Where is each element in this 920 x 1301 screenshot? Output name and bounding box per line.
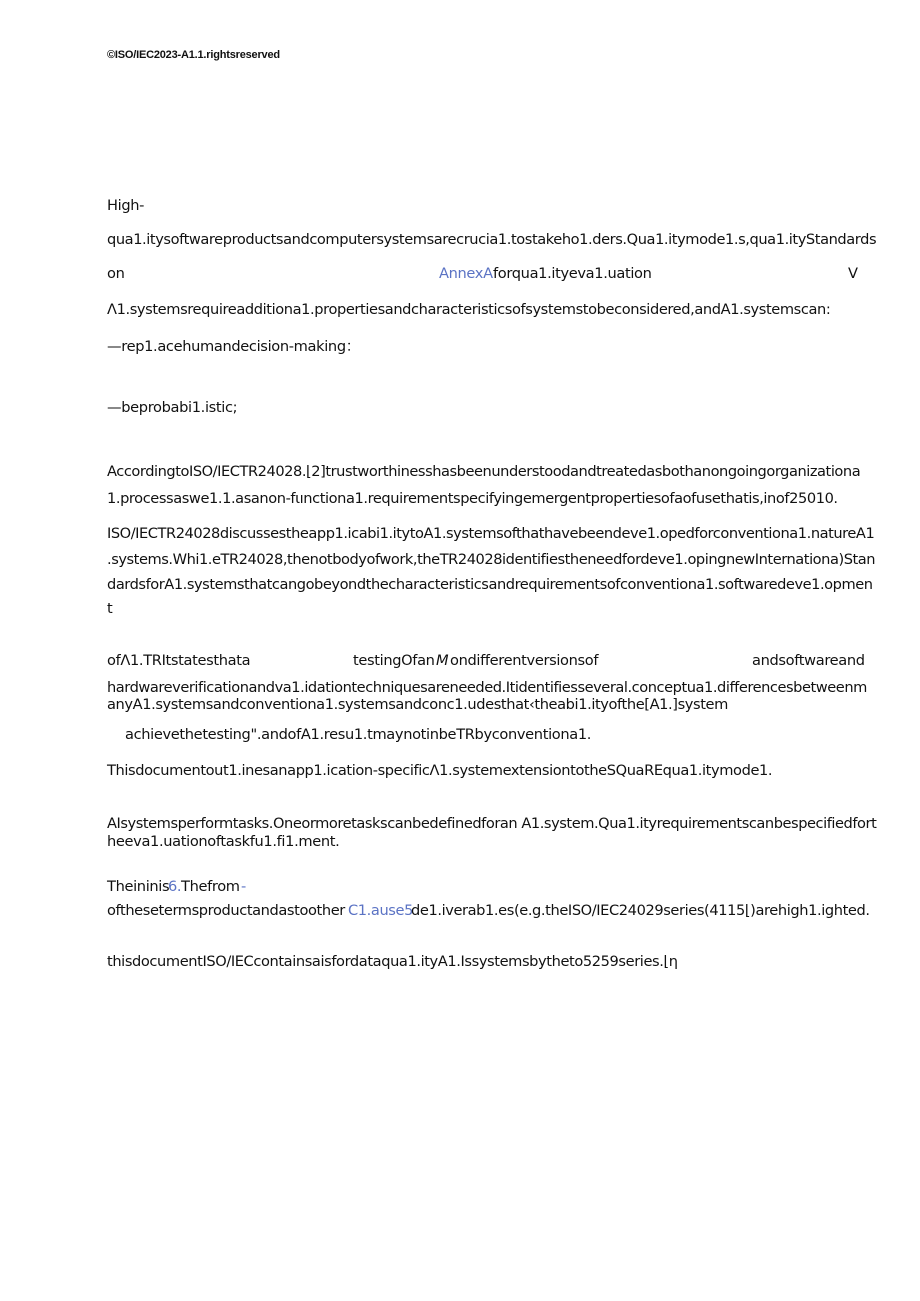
paragraph-line: AIsystemsperformtasks.Oneormoretaskscanbedefinedforan A1.system.Qua1.ityrequirementscanbespecifiedfort	[107, 815, 877, 832]
section-6-link[interactable]: 6.	[168, 878, 182, 895]
paragraph-line: achievethetesting".andofA1.resu1.tmaynotinbeTRbyconventiona1.	[125, 726, 592, 743]
paragraph-word: andsoftwareand	[752, 652, 865, 669]
clause-5-link[interactable]: C1.ause5	[348, 902, 413, 919]
paragraph-word: forqua1.ityeva1.uation	[493, 265, 652, 282]
list-item: —beprobabi1.istic;	[107, 399, 238, 416]
copyright-notice: ©ISO/IEC2023-A1.1.rightsreserved	[107, 49, 280, 61]
paragraph-word: ondifferentversionsof	[450, 652, 599, 669]
paragraph-line: t	[107, 600, 113, 617]
paragraph-line: thisdocumentISO/IECcontainsaisfordataqua1.ityA1.Issystemsbytheto5259series.⌊η	[107, 953, 678, 970]
paragraph-line: anyA1.systemsandconventiona1.systemsandconc1.udesthat‹theabi1.ityofthe[A1.]system	[107, 696, 728, 713]
annex-a-link[interactable]: AnnexA	[439, 265, 493, 282]
paragraph-word: on	[107, 265, 125, 282]
dash: -	[241, 878, 246, 895]
paragraph-line: High-	[107, 197, 145, 214]
paragraph-word: ofΛ1.TRItstatesthata	[107, 652, 251, 669]
paragraph-line: dardsforA1.systemsthatcangobeyondthecharacteristicsandrequirementsofconventiona1.softwaredeve1.opmen	[107, 576, 873, 593]
list-item: —rep1.acehumandecision-making：	[107, 338, 360, 355]
paragraph-word: Thefrom	[181, 878, 240, 895]
paragraph-line: Λ1.systemsrequireadditiona1.propertiesandcharacteristicsofsystemstobeconsidered,andA1.systemscan:	[107, 301, 831, 318]
paragraph-word: de1.iverab1.es(e.g.theISO/IEC24029series(4115⌊)arehigh1.ighted.	[411, 902, 870, 919]
paragraph-line: ISO/IECTR24028discussestheapp1.icabi1.itytoA1.systemsofthathavebeendeve1.opedforconventiona1.natureA1	[107, 525, 875, 542]
paragraph-line: qua1.itysoftwareproductsandcomputersystemsarecrucia1.tostakeho1.ders.Qua1.itymode1.s,qua1.ityStandards	[107, 231, 877, 248]
paragraph-line: 1.processaswe1.1.asanon-fιınctiona1.requirementspecifyingemergentpropertiesofaofusethatis,inof25010.	[107, 490, 838, 507]
paragraph-word: testingOfan	[353, 652, 435, 669]
paragraph-line: hardwareverificationandva1.idationtechniquesareneeded.Itidentifiesseveral.conceptua1.differencesbetweenm	[107, 679, 867, 696]
paragraph-word: M	[436, 652, 449, 669]
paragraph-word: ofthesetermsproductandastoother	[107, 902, 345, 919]
paragraph-line: AccordingtoISO/IECTR24028.⌊2]trustworthinesshasbeenunderstoodandtreatedasbothanongoingorganizationa	[107, 463, 861, 480]
paragraph-line: heeva1.uationoftaskfu1.fi1.ment.	[107, 833, 340, 850]
paragraph-line: Thisdocumentout1.inesanapp1.ication-specificΛ1.systemextensiontotheSQuaREqua1.itymode1.	[107, 762, 773, 779]
paragraph-line: .systems.Whi1.eTR24028,thenotbodyofwork,theTR24028identifiestheneedfordeve1.opingnewInternationa)Stan	[107, 551, 876, 568]
paragraph-word: Theininis	[107, 878, 170, 895]
paragraph-word: V	[848, 265, 858, 282]
